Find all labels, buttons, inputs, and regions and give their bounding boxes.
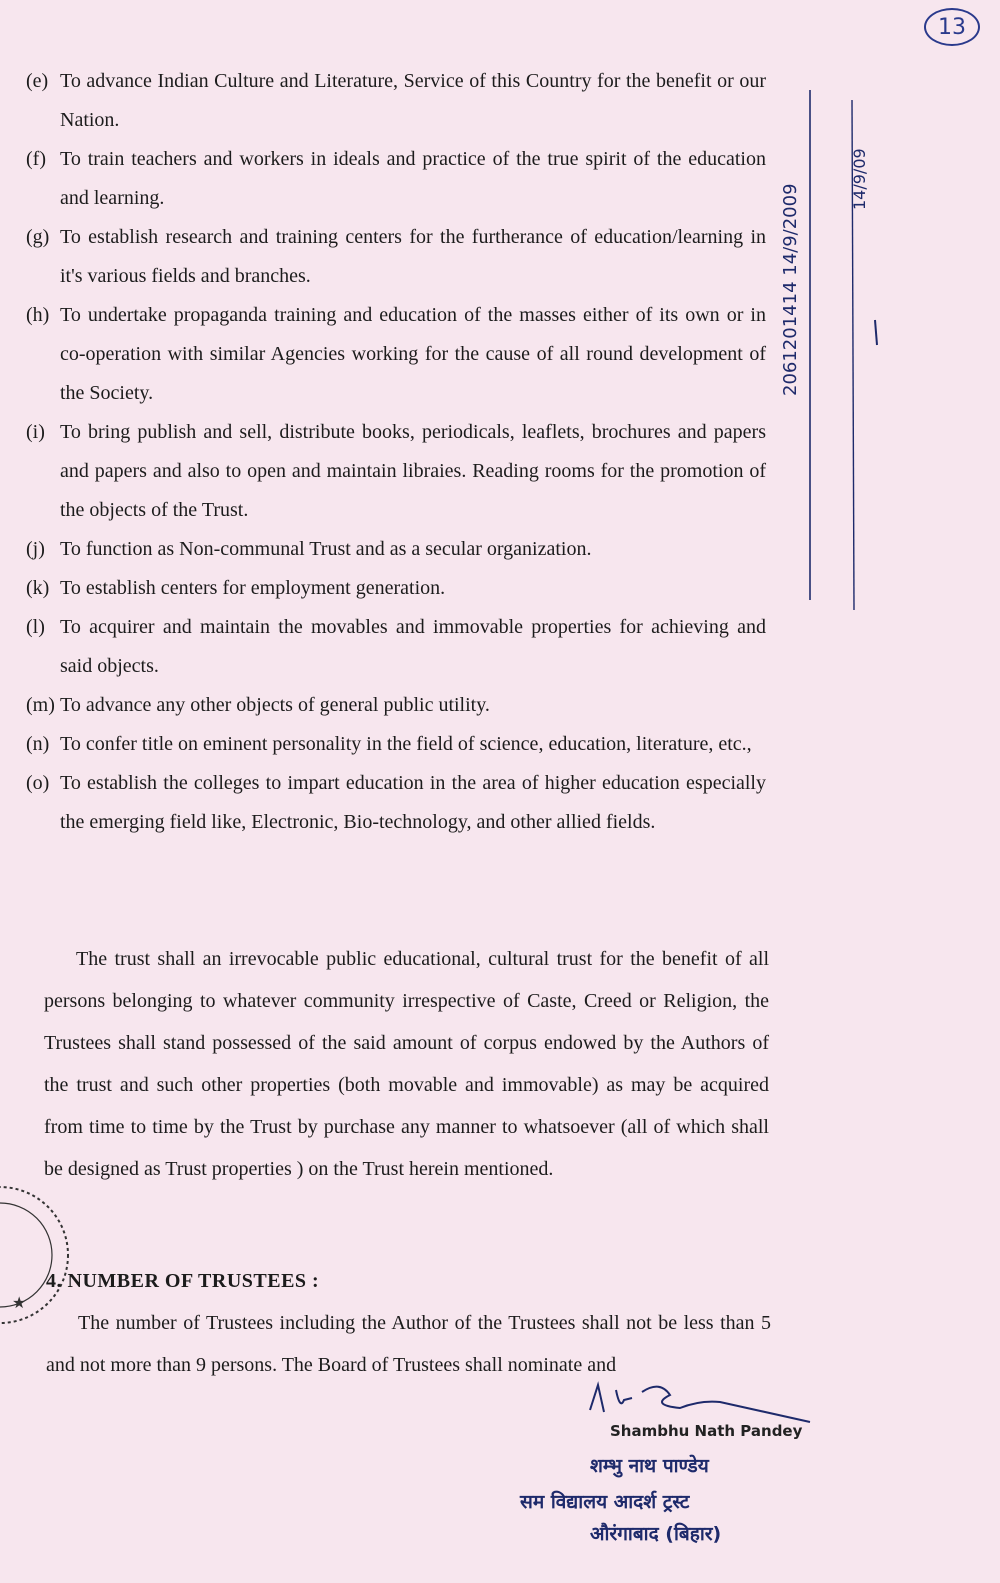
section-heading: 4. NUMBER OF TRUSTEES :: [46, 1270, 320, 1292]
clause-i: [26, 413, 766, 530]
clause-g: [26, 218, 766, 296]
clause-text: To establish centers for employment generation.: [60, 577, 446, 599]
clause-text: To function as Non-communal Trust and as a secular organization.: [60, 538, 592, 560]
clause-text: To undertake propaganda training and education of the masses either of its own or in co-operation with similar Agencies working for the cause of all round development of the Society.: [60, 304, 766, 404]
clause-text: To bring publish and sell, distribute books, periodicals, leaflets, brochures and papers and papers and also to open and maintain libraies. Reading rooms for the promotion of the objects of the Trust.: [60, 421, 766, 521]
stamp-location: औरंगाबाद (बिहार): [590, 1523, 722, 1545]
clause-h: [26, 296, 766, 413]
clause-m: [26, 686, 766, 725]
clause-letter: (i): [26, 421, 45, 443]
clause-letter: (n): [26, 733, 50, 755]
clause-text: To establish research and training centers for the furtherance of education/learning in it's various fields and branches.: [60, 226, 766, 287]
clause-text: To train teachers and workers in ideals and practice of the true spirit of the education and learning.: [60, 148, 766, 209]
clause-letter: (k): [26, 577, 50, 599]
stamp-trust-name: सम विद्यालय आदर्श ट्रस्ट: [520, 1491, 690, 1513]
clause-letter: (l): [26, 616, 45, 638]
stamp-name-hindi: शम्भु नाथ पाण्डेय: [590, 1455, 709, 1477]
section-paragraph: The number of Trustees including the Author of the Trustees shall not be less than 5 and not more than 9 persons. The Board of Trustees shall nominate and: [46, 1312, 771, 1376]
clause-o: [26, 764, 766, 842]
clause-letter: (g): [26, 226, 50, 248]
clause-text: To advance Indian Culture and Literature, Service of this Country for the benefit or our Nation.: [60, 70, 766, 131]
clause-k: [26, 569, 766, 608]
clause-letter: (m): [26, 694, 55, 716]
clause-l: [26, 608, 766, 686]
margin-date-note: 2061201414 14/9/2009: [780, 183, 801, 397]
clause-text: To confer title on eminent personality in the field of science, education, literature, etc.,: [60, 733, 752, 755]
clause-letter: (j): [26, 538, 45, 560]
clause-j: [26, 530, 766, 569]
clause-letter: (h): [26, 304, 50, 326]
objects-clause-list: [26, 62, 766, 842]
signature-block: [520, 1370, 860, 1570]
clause-letter: (e): [26, 70, 49, 92]
page-number: 13: [924, 8, 980, 46]
clause-n: [26, 725, 766, 764]
clause-text: To advance any other objects of general public utility.: [60, 694, 490, 716]
signatory-name: Shambhu Nath Pandey: [610, 1422, 803, 1440]
clause-e: [26, 62, 766, 140]
clause-letter: (f): [26, 148, 46, 170]
trust-declaration-paragraph: The trust shall an irrevocable public educational, cultural trust for the benefit of all persons belonging to whatever community irrespective of Caste, Creed or Religion, the Trustees shall stand possessed of the said amount of corpus endowed by the Authors of the trust and such other properties (both movable and immovable) as may be acquired from time to time by the Trust by purchase any manner to whatsoever (all of which shall be designed as Trust properties ) on the Trust herein mentioned.: [44, 948, 769, 1180]
clause-text: To establish the colleges to impart education in the area of higher education especially the emerging field like, Electronic, Bio-technology, and other allied fields.: [60, 772, 766, 833]
handwritten-signature: [520, 1370, 860, 1430]
clause-letter: (o): [26, 772, 50, 794]
clause-text: To acquirer and maintain the movables and immovable properties for achieving and said objects.: [60, 616, 766, 677]
clause-f: [26, 140, 766, 218]
margin-date-note-2: 14/9/09: [850, 148, 869, 210]
svg-text:★: ★: [12, 1293, 27, 1312]
